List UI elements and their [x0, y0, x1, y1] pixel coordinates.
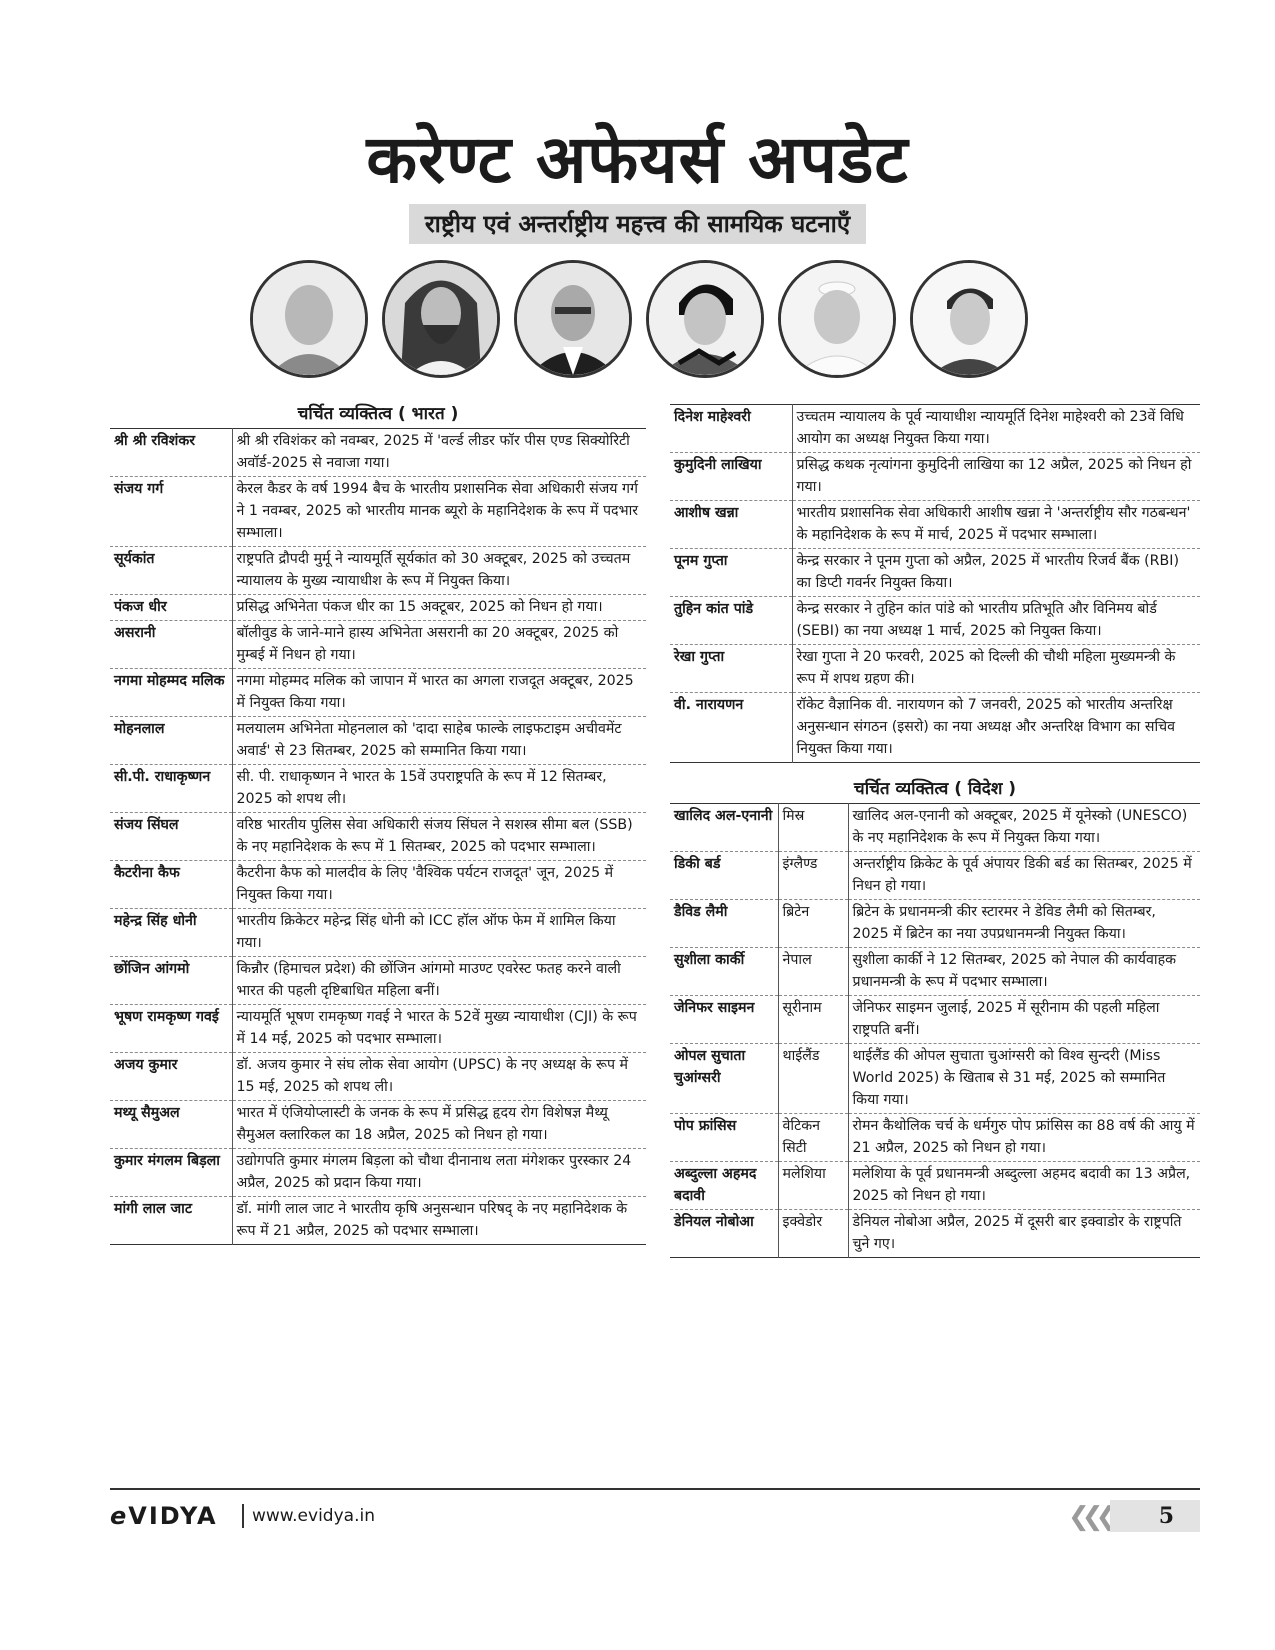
table-row — [670, 501, 1200, 549]
person-description: किन्नौर (हिमाचल प्रदेश) की छोंजिन आंगमो माउण्ट एवरेस्ट फतह करने वाली भारत की पहली दृष्टिबाधित महिला बनीं। — [232, 957, 646, 1005]
person-name: आशीष खन्ना — [670, 501, 792, 549]
person-description: भारतीय प्रशासनिक सेवा अधिकारी आशीष खन्ना ने 'अन्तर्राष्ट्रीय सौर गठबन्धन' के महानिदेशक के रूप में मार्च, 2025 में पदभार सम्भाला। — [792, 501, 1200, 549]
person-country: इक्वेडोर — [778, 1210, 848, 1258]
person-description: सी. पी. राधाकृष्णन ने भारत के 15वें उपराष्ट्रपति के रूप में 12 सितम्बर, 2025 को शपथ ली। — [232, 765, 646, 813]
foreign-personalities-table — [670, 803, 1200, 1258]
person-name: दिनेश माहेश्वरी — [670, 405, 792, 453]
portrait-photo — [250, 260, 368, 378]
table-row — [110, 1149, 646, 1197]
person-name: मोहनलाल — [110, 717, 232, 765]
footer-divider — [110, 1488, 1200, 1490]
table-row — [110, 1101, 646, 1149]
table-row — [110, 1053, 646, 1101]
table-row — [110, 717, 646, 765]
table-row — [110, 429, 646, 477]
person-name: नगमा मोहम्मद मलिक — [110, 669, 232, 717]
page-subtitle: राष्ट्रीय एवं अन्तर्राष्ट्रीय महत्त्व की सामयिक घटनाएँ — [409, 204, 866, 244]
person-name: संजय सिंघल — [110, 813, 232, 861]
person-name: डैविड लैमी — [670, 900, 778, 948]
person-name: पंकज धीर — [110, 595, 232, 621]
table-row — [670, 996, 1200, 1044]
table-row — [670, 645, 1200, 693]
table-row — [110, 861, 646, 909]
chevron-decoration-icon: ❮❮❮ — [1068, 1502, 1110, 1532]
table-row — [670, 804, 1200, 852]
person-description: रेखा गुप्ता ने 20 फरवरी, 2025 को दिल्ली की चौथी महिला मुख्यमन्त्री के रूप में शपथ ग्रहण की। — [792, 645, 1200, 693]
section-heading-foreign: चर्चित व्यक्तित्व ( विदेश ) — [853, 779, 1017, 799]
right-column — [670, 404, 1200, 1258]
person-description: केन्द्र सरकार ने तुहिन कांत पांडे को भारतीय प्रतिभूति और विनिमय बोर्ड (SEBI) का नया अध्यक्ष 1 मार्च, 2025 को नियुक्त किया। — [792, 597, 1200, 645]
portrait-photo — [910, 260, 1028, 378]
table-row — [110, 595, 646, 621]
person-name: महेन्द्र सिंह धोनी — [110, 909, 232, 957]
person-country: थाईलैंड — [778, 1044, 848, 1114]
person-description: न्यायमूर्ति भूषण रामकृष्ण गवई ने भारत के 52वें मुख्य न्यायाधीश (CJI) के रूप में 14 मई, 2025 को पदभार सम्भाला। — [232, 1005, 646, 1053]
person-name: छोंजिन आंगमो — [110, 957, 232, 1005]
person-country: नेपाल — [778, 948, 848, 996]
person-description: श्री श्री रविशंकर को नवम्बर, 2025 में 'वर्ल्ड लीडर फॉर पीस एण्ड सिक्योरिटी अवॉर्ड-2025 से नवाजा गया। — [236, 433, 630, 471]
person-name: भूषण रामकृष्ण गवई — [110, 1005, 232, 1053]
person-description: डॉ. अजय कुमार ने संघ लोक सेवा आयोग (UPSC) के नए अध्यक्ष के रूप में 15 मई, 2025 को शपथ ली। — [232, 1053, 646, 1101]
table-row — [670, 852, 1200, 900]
person-description: प्रसिद्ध कथक नृत्यांगना कुमुदिनी लाखिया का 12 अप्रैल, 2025 को निधन हो गया। — [792, 453, 1200, 501]
person-description: केन्द्र सरकार ने पूनम गुप्ता को अप्रैल, 2025 में भारतीय रिजर्व बैंक (RBI) का डिप्टी गवर्नर नियुक्त किया। — [792, 549, 1200, 597]
person-name: संजय गर्ग — [110, 477, 232, 547]
person-description: भारत में एंजियोप्लास्टी के जनक के रूप में प्रसिद्ध हृदय रोग विशेषज्ञ मैथ्यू सैमुअल क्लारिकल का 18 अप्रैल, 2025 को निधन हो गया। — [232, 1101, 646, 1149]
website-url[interactable]: www.evidya.in — [242, 1504, 375, 1528]
person-description: उच्चतम न्यायालय के पूर्व न्यायाधीश न्यायमूर्ति दिनेश माहेश्वरी को 23वें विधि आयोग का अध्यक्ष नियुक्त किया गया। — [796, 409, 1184, 447]
table-row — [110, 813, 646, 861]
page-footer — [110, 1500, 1200, 1540]
person-name: असरानी — [110, 621, 232, 669]
person-name: सूर्यकांत — [110, 547, 232, 595]
table-row — [670, 453, 1200, 501]
person-description: मलेशिया के पूर्व प्रधानमन्त्री अब्दुल्ला अहमद बदावी का 13 अप्रैल, 2025 को निधन हो गया। — [848, 1162, 1200, 1210]
person-country: सूरीनाम — [778, 996, 848, 1044]
person-description: थाईलैंड की ओपल सुचाता चुआंग्सरी को विश्व सुन्दरी (Miss World 2025) के खिताब से 31 मई, 2025 को सम्मानित किया गया। — [848, 1044, 1200, 1114]
page-number: 5 — [1110, 1500, 1200, 1532]
person-description: सुशीला कार्की ने 12 सितम्बर, 2025 को नेपाल की कार्यवाहक प्रधानमन्त्री के रूप में पदभार सम्भाला। — [848, 948, 1200, 996]
table-row — [110, 621, 646, 669]
person-name: ओपल सुचाता चुआंग्सरी — [670, 1044, 778, 1114]
table-row — [110, 669, 646, 717]
table-row — [670, 693, 1200, 763]
table-row — [670, 597, 1200, 645]
person-name: कुमुदिनी लाखिया — [670, 453, 792, 501]
section-heading-india: चर्चित व्यक्तित्व ( भारत ) — [297, 404, 459, 424]
table-row — [670, 1044, 1200, 1114]
table-row — [670, 1210, 1200, 1258]
page-title: करेण्ट अफेयर्स अपडेट — [366, 121, 909, 198]
person-name: तुहिन कांत पांडे — [670, 597, 792, 645]
person-description: कैटरीना कैफ को मालदीव के लिए 'वैश्विक पर्यटन राजदूत' जून, 2025 में नियुक्त किया गया। — [232, 861, 646, 909]
table-row — [110, 909, 646, 957]
table-row — [670, 549, 1200, 597]
table-row — [110, 1197, 646, 1245]
portrait-strip — [250, 260, 1070, 390]
person-name: डिकी बर्ड — [670, 852, 778, 900]
india-personalities-table-continued — [670, 404, 1200, 763]
person-name: खालिद अल-एनानी — [670, 804, 778, 852]
table-row — [110, 1005, 646, 1053]
person-description: अन्तर्राष्ट्रीय क्रिकेट के पूर्व अंपायर डिकी बर्ड का सितम्बर, 2025 में निधन हो गया। — [848, 852, 1200, 900]
person-name: मथ्यू सैमुअल — [110, 1101, 232, 1149]
table-row — [110, 957, 646, 1005]
table-row — [670, 405, 1200, 453]
portrait-photo — [382, 260, 500, 378]
person-description: नगमा मोहम्मद मलिक को जापान में भारत का अगला राजदूत अक्टूबर, 2025 में नियुक्त किया गया। — [232, 669, 646, 717]
person-description: राष्ट्रपति द्रौपदी मुर्मू ने न्यायमूर्ति सूर्यकांत को 30 अक्टूबर, 2025 को उच्चतम न्यायालय के मुख्य न्यायाधीश के रूप में नियुक्त किया। — [232, 547, 646, 595]
person-name: रेखा गुप्ता — [670, 645, 792, 693]
table-row — [670, 1114, 1200, 1162]
portrait-photo — [778, 260, 896, 378]
person-name: कुमार मंगलम बिड़ला — [110, 1149, 232, 1197]
person-name: श्री श्री रविशंकर — [110, 429, 232, 477]
person-country: ब्रिटेन — [778, 900, 848, 948]
person-description: वरिष्ठ भारतीय पुलिस सेवा अधिकारी संजय सिंघल ने सशस्त्र सीमा बल (SSB) के नए महानिदेशक के रूप में 1 सितम्बर, 2025 को पदभार सम्भाला। — [232, 813, 646, 861]
person-country: मिस्र — [778, 804, 848, 852]
person-name: सुशीला कार्की — [670, 948, 778, 996]
person-description: डेनियल नोबोआ अप्रैल, 2025 में दूसरी बार इक्वाडोर के राष्ट्रपति चुने गए। — [848, 1210, 1200, 1258]
table-row — [670, 900, 1200, 948]
person-name: डेनियल नोबोआ — [670, 1210, 778, 1258]
person-name: पोप फ्रांसिस — [670, 1114, 778, 1162]
person-name: जेनिफर साइमन — [670, 996, 778, 1044]
person-description: उद्योगपति कुमार मंगलम बिड़ला को चौथा दीनानाथ लता मंगेशकर पुरस्कार 24 अप्रैल, 2025 को प्रदान किया गया। — [232, 1149, 646, 1197]
person-country: मलेशिया — [778, 1162, 848, 1210]
person-description: बॉलीवुड के जाने-माने हास्य अभिनेता असरानी का 20 अक्टूबर, 2025 को मुम्बई में निधन हो गया। — [232, 621, 646, 669]
person-name: कैटरीना कैफ — [110, 861, 232, 909]
india-personalities-table — [110, 428, 646, 1245]
evidya-logo: eVIDYA — [110, 1502, 218, 1530]
portrait-photo — [514, 260, 632, 378]
person-country: वेटिकन सिटी — [778, 1114, 848, 1162]
person-country: इंग्लैण्ड — [778, 852, 848, 900]
person-description: मलयालम अभिनेता मोहनलाल को 'दादा साहेब फाल्के लाइफटाइम अचीवमेंट अवार्ड' से 23 सितम्बर, 2025 को सम्मानित किया गया। — [232, 717, 646, 765]
person-description: भारतीय क्रिकेटर महेन्द्र सिंह धोनी को ICC हॉल ऑफ फेम में शामिल किया गया। — [232, 909, 646, 957]
person-description: जेनिफर साइमन जुलाई, 2025 में सूरीनाम की पहली महिला राष्ट्रपति बनीं। — [848, 996, 1200, 1044]
person-name: पूनम गुप्ता — [670, 549, 792, 597]
person-description: केरल कैडर के वर्ष 1994 बैच के भारतीय प्रशासनिक सेवा अधिकारी संजय गर्ग ने 1 नवम्बर, 2025 को भारतीय मानक ब्यूरो के महानिदेशक के रूप में पदभार सम्भाला। — [232, 477, 646, 547]
page-header — [0, 118, 1275, 244]
table-row — [110, 765, 646, 813]
person-name: मांगी लाल जाट — [110, 1197, 232, 1245]
table-row — [110, 547, 646, 595]
person-name: सी.पी. राधाकृष्णन — [110, 765, 232, 813]
person-description: रॉकेट वैज्ञानिक वी. नारायणन को 7 जनवरी, 2025 को भारतीय अन्तरिक्ष अनुसन्धान संगठन (इसरो) का नया अध्यक्ष और अन्तरिक्ष विभाग का सचिव नियुक्त किया गया। — [792, 693, 1200, 763]
person-description: खालिद अल-एनानी को अक्टूबर, 2025 में यूनेस्को (UNESCO) के नए महानिदेशक के रूप में नियुक्त किया गया। — [852, 808, 1188, 846]
left-column — [110, 400, 646, 1245]
person-description: ब्रिटेन के प्रधानमन्त्री कीर स्टारमर ने डेविड लैमी को सितम्बर, 2025 में ब्रिटेन का नया उपप्रधानमन्त्री नियुक्त किया। — [848, 900, 1200, 948]
table-row — [670, 948, 1200, 996]
person-description: डॉ. मांगी लाल जाट ने भारतीय कृषि अनुसन्धान परिषद् के नए महानिदेशक के रूप में 21 अप्रैल, 2025 को पदभार सम्भाला। — [232, 1197, 646, 1245]
person-description: रोमन कैथोलिक चर्च के धर्मगुरु पोप फ्रांसिस का 88 वर्ष की आयु में 21 अप्रैल, 2025 को निधन हो गया। — [848, 1114, 1200, 1162]
table-row — [110, 477, 646, 547]
person-name: अजय कुमार — [110, 1053, 232, 1101]
person-name: अब्दुल्ला अहमद बदावी — [670, 1162, 778, 1210]
portrait-photo — [646, 260, 764, 378]
table-row — [670, 1162, 1200, 1210]
person-name: वी. नारायणन — [670, 693, 792, 763]
person-description: प्रसिद्ध अभिनेता पंकज धीर का 15 अक्टूबर, 2025 को निधन हो गया। — [232, 595, 646, 621]
